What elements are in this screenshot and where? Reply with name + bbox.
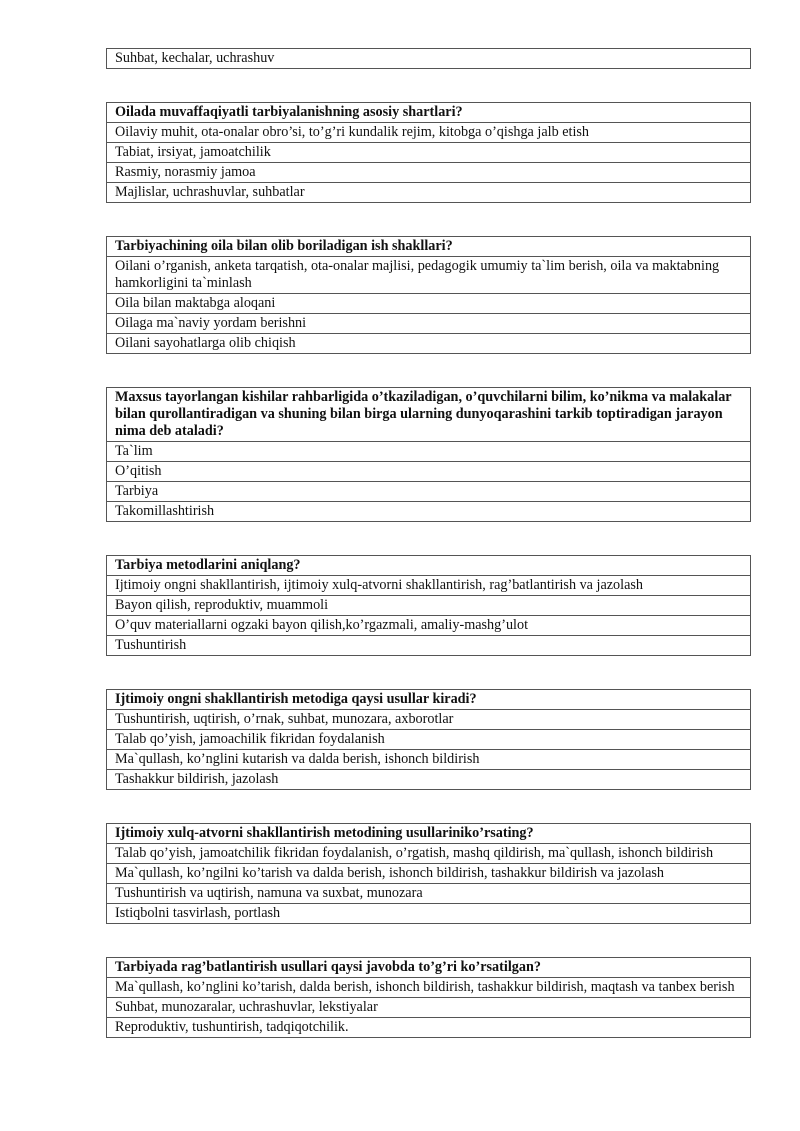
answer-option: Ta`lim <box>107 442 751 462</box>
answer-option: Talab qo’yish, jamoachilik fikridan foydalanish <box>107 730 751 750</box>
question-text: Tarbiyachining oila bilan olib boriladigan ish shakllari? <box>107 237 751 257</box>
question-table-4 <box>106 555 751 656</box>
answer-option: Tabiat, irsiyat, jamoatchilik <box>107 143 751 163</box>
answer-option: Tushuntirish <box>107 636 751 656</box>
question-text: Oilada muvaffaqiyatli tarbiyalanishning asosiy shartlari? <box>107 103 751 123</box>
answer-option: Tushuntirish, uqtirish, o’rnak, suhbat, munozara, axborotlar <box>107 710 751 730</box>
answer-option: Ma`qullash, ko’nglini kutarish va dalda berish, ishonch bildirish <box>107 750 751 770</box>
question-table-0 <box>106 48 751 69</box>
question-text: Tarbiya metodlarini aniqlang? <box>107 556 751 576</box>
answer-option: Oilani sayohatlarga olib chiqish <box>107 334 751 354</box>
answer-option: O’qitish <box>107 462 751 482</box>
question-table-2 <box>106 236 751 354</box>
answer-option: Suhbat, kechalar, uchrashuv <box>107 49 751 69</box>
answer-option: Oilani o’rganish, anketa tarqatish, ota-onalar majlisi, pedagogik umumiy ta`lim berish, oila va maktabning hamkorligini ta`minlash <box>107 257 751 294</box>
question-text: Ijtimoiy xulq-atvorni shakllantirish metodining usullariniko’rsating? <box>107 824 751 844</box>
answer-option: Ma`qullash, ko’nglini ko’tarish, dalda berish, ishonch bildirish, tashakkur bildirish, maqtash va tanbex berish <box>107 978 751 998</box>
question-text: Tarbiyada rag’batlantirish usullari qaysi javobda to’g’ri ko’rsatilgan? <box>107 958 751 978</box>
answer-option: Tashakkur bildirish, jazolash <box>107 770 751 790</box>
answer-option: Majlislar, uchrashuvlar, suhbatlar <box>107 183 751 203</box>
answer-option: O’quv materiallarni ogzaki bayon qilish,ko’rgazmali, amaliy-mashg’ulot <box>107 616 751 636</box>
answer-option: Tushuntirish va uqtirish, namuna va suxbat, munozara <box>107 884 751 904</box>
answer-option: Oilaga ma`naviy yordam berishni <box>107 314 751 334</box>
question-table-3 <box>106 387 751 522</box>
answer-option: Rasmiy, norasmiy jamoa <box>107 163 751 183</box>
answer-option: Talab qo’yish, jamoatchilik fikridan foydalanish, o’rgatish, mashq qildirish, ma`qullash, ishonch bildirish <box>107 844 751 864</box>
question-table-6 <box>106 823 751 924</box>
question-table-7 <box>106 957 751 1038</box>
answer-option: Tarbiya <box>107 482 751 502</box>
answer-option: Reproduktiv, tushuntirish, tadqiqotchilik. <box>107 1018 751 1038</box>
question-text: Ijtimoiy ongni shakllantirish metodiga qaysi usullar kiradi? <box>107 690 751 710</box>
answer-option: Istiqbolni tasvirlash, portlash <box>107 904 751 924</box>
answer-option: Ma`qullash, ko’ngilni ko’tarish va dalda berish, ishonch bildirish, tashakkur bildirish va jazolash <box>107 864 751 884</box>
answer-option: Bayon qilish, reproduktiv, muammoli <box>107 596 751 616</box>
document-page <box>106 48 751 1038</box>
answer-option: Suhbat, munozaralar, uchrashuvlar, lekstiyalar <box>107 998 751 1018</box>
answer-option: Oila bilan maktabga aloqani <box>107 294 751 314</box>
question-table-5 <box>106 689 751 790</box>
answer-option: Takomillashtirish <box>107 502 751 522</box>
answer-option: Oilaviy muhit, ota-onalar obro’si, to’g’ri kundalik rejim, kitobga o’qishga jalb etish <box>107 123 751 143</box>
question-table-1 <box>106 102 751 203</box>
question-text: Maxsus tayorlangan kishilar rahbarligida o’tkaziladigan, o’quvchilarni bilim, ko’nikma va malakalar bilan qurollantiradigan va shuning bilan birga ularning dunyoqarashini tarkib toptiradigan jarayon nima deb ataladi? <box>107 388 751 442</box>
answer-option: Ijtimoiy ongni shakllantirish, ijtimoiy xulq-atvorni shakllantirish, rag’batlantirish va jazolash <box>107 576 751 596</box>
